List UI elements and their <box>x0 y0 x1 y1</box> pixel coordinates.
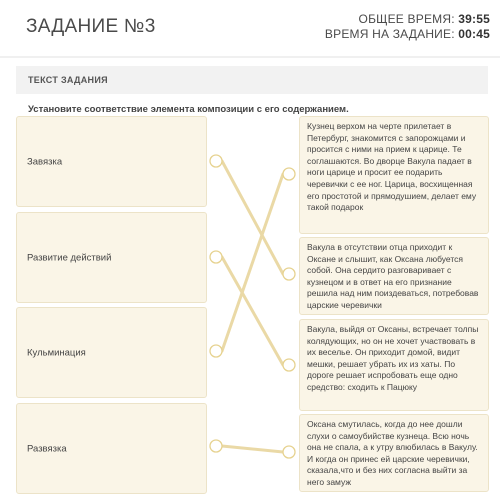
task-title: ЗАДАНИЕ №3 <box>26 16 156 37</box>
right-item-1[interactable] <box>299 116 489 234</box>
left-item-zavyazka[interactable] <box>16 116 207 207</box>
timer <box>325 12 490 42</box>
left-item-label: Кульминация <box>27 347 86 358</box>
task-section-label: ТЕКСТ ЗАДАНИЯ <box>28 75 108 85</box>
right-item-2[interactable] <box>299 237 489 315</box>
right-handle-3[interactable] <box>283 359 295 371</box>
left-item-razvitie[interactable] <box>16 212 207 303</box>
header-divider <box>0 56 500 58</box>
task-time <box>325 27 490 42</box>
connection-line <box>222 161 283 274</box>
left-item-label: Развязка <box>27 443 67 454</box>
right-item-3[interactable] <box>299 319 489 411</box>
left-handle-razvitie[interactable] <box>210 251 222 263</box>
right-handle-4[interactable] <box>283 446 295 458</box>
total-time-value: 39:55 <box>458 12 490 26</box>
left-item-label: Развитие действий <box>27 252 112 263</box>
right-item-text: Вакула, выйдя от Оксаны, встречает толпы колядующих, но он не хочет участвовать в их веселье. Он приходит домой, видит мешки, решает убрать их из хаты. По дороге решает испробовать еще одно средство: сходить к Пацюку <box>307 324 479 392</box>
right-item-text: Вакула в отсутствии отца приходит к Оксане и слышит, как Оксана любуется собой. Она сердито разговаривает с кузнецом и в ответ на его признание решила над ним поиздеваться, потребовав царские черевички <box>307 242 479 310</box>
right-item-4[interactable] <box>299 414 489 492</box>
left-item-kulminatsiya[interactable] <box>16 307 207 398</box>
task-time-label: ВРЕМЯ НА ЗАДАНИЕ: <box>324 27 455 41</box>
connection-line <box>222 446 283 452</box>
header <box>0 0 500 56</box>
connection-line <box>222 257 283 365</box>
left-handle-kulminatsiya[interactable] <box>210 345 222 357</box>
task-section-header <box>16 66 488 94</box>
task-time-value: 00:45 <box>458 27 490 41</box>
right-handle-2[interactable] <box>283 268 295 280</box>
right-handle-1[interactable] <box>283 168 295 180</box>
total-time <box>325 12 490 27</box>
left-item-label: Завязка <box>27 156 63 167</box>
right-item-text: Кузнец верхом на черте прилетает в Петербург, знакомится с запорожцами и просится с ними на прием к царице. Те соглашаются. Во дворце Вакула падает в ноги царице и просит ее подарить черевички с ее ног. Царица, восхищенная его простотой и прямодушием, делает ему такой подарок <box>307 121 477 213</box>
connection-line <box>222 174 283 351</box>
left-handle-razvyazka[interactable] <box>210 440 222 452</box>
left-handle-zavyazka[interactable] <box>210 155 222 167</box>
right-item-text: Оксана смутилась, когда до нее дошли слухи о самоубийстве кузнеца. Всю ночь она не спала, а к утру влюбилась в Вакулу. И когда он принес ей царские черевички, сказала,что и без них согласна выйти за него замуж <box>307 419 478 487</box>
left-item-razvyazka[interactable] <box>16 403 207 494</box>
total-time-label: ОБЩЕЕ ВРЕМЯ: <box>358 12 455 26</box>
task-instruction: Установите соответствие элемента композиции с его содержанием. <box>28 104 349 115</box>
